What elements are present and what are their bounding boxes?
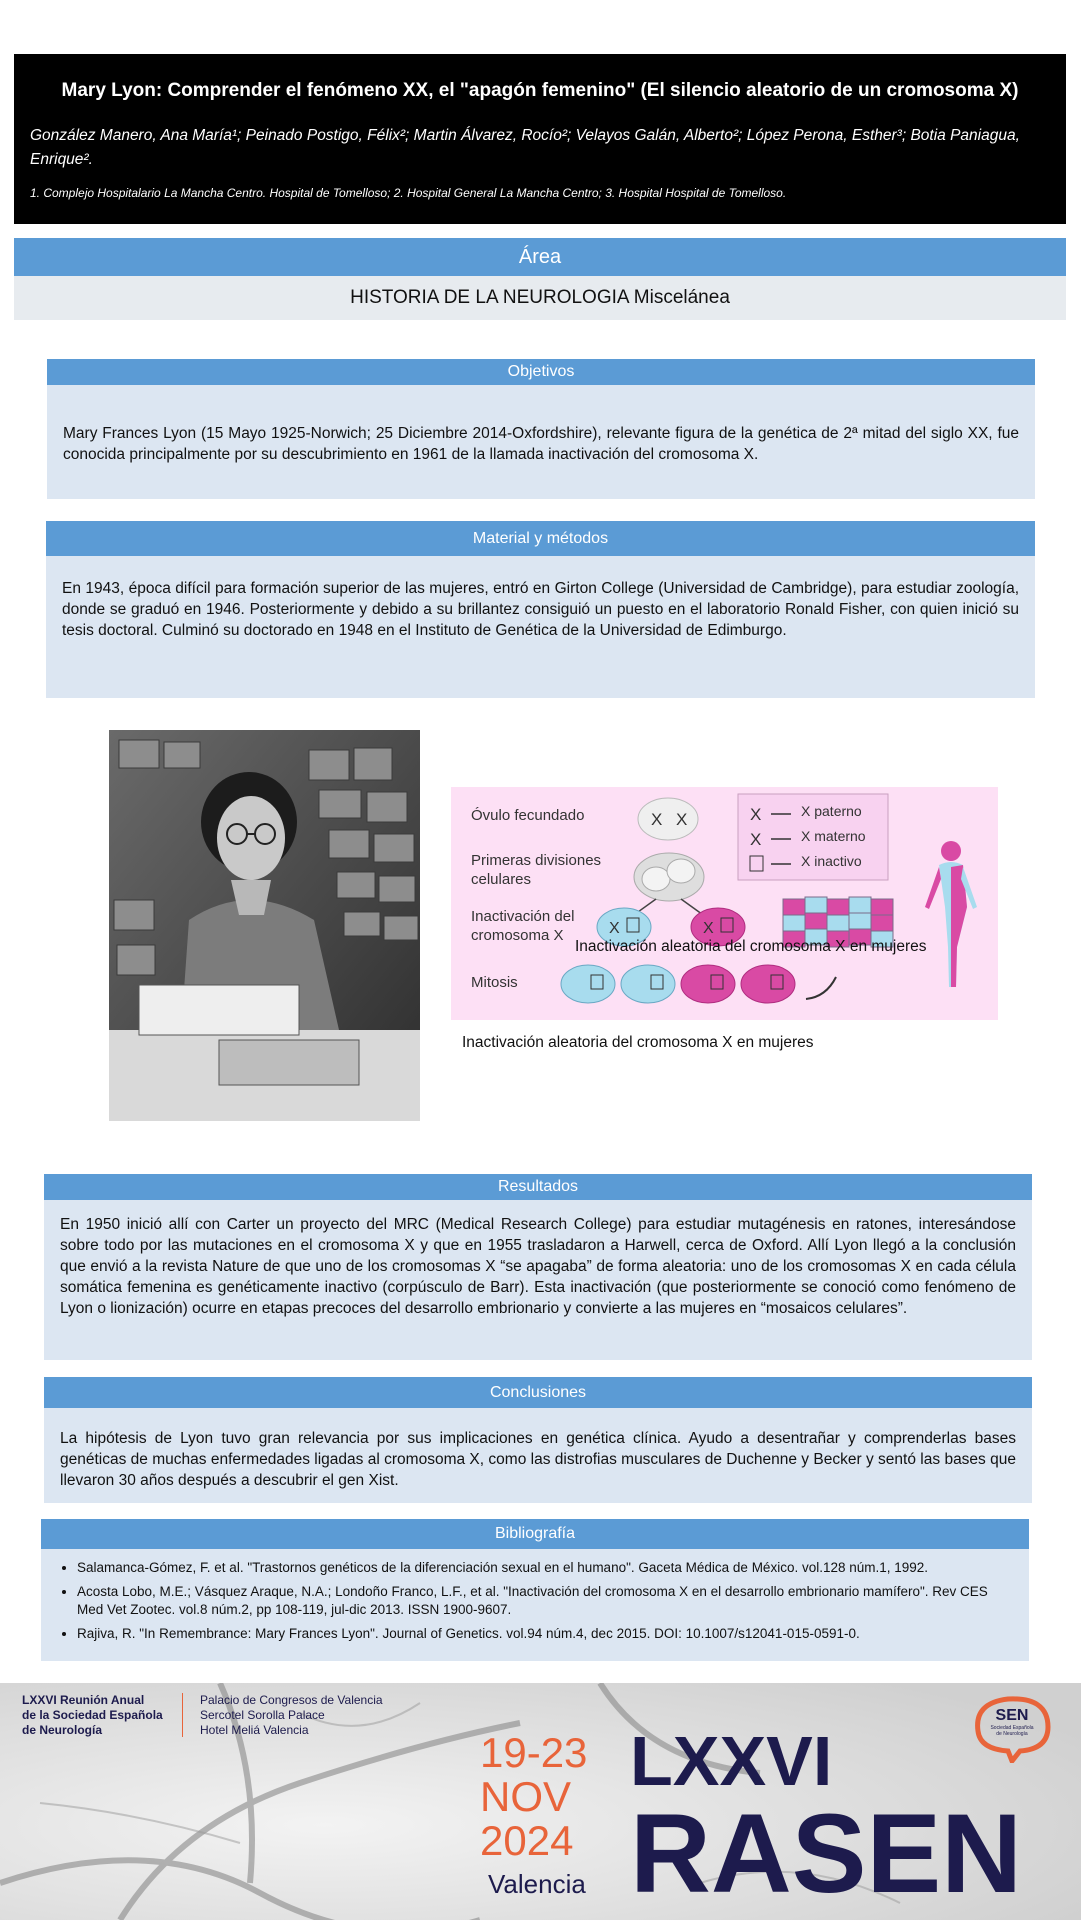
year: 2024 — [480, 1817, 574, 1864]
authors-list: González Manero, Ana María¹; Peinado Postigo, Félix²; Martin Álvarez, Rocío²; Velayos Galán, Alberto²; López Perona, Esther³; Botia Paniagua, Enrique². — [30, 127, 1020, 168]
mary-lyon-photo — [109, 730, 420, 1121]
resultados-text: En 1950 inició allí con Carter un proyecto del MRC (Medical Research College) para estudiar mutagénesis en ratones, interesándose sobre todo por las mutaciones en el cromosoma X y que en 1955 trasladaron a Harwell, cerca de Oxford. Allí Lyon llegó a la conclusión que envió a la revista Nature de que uno de los cromosomas X “se apagaba” de forma aleatoria: uno de los cromosomas X en cada célula somática femenina es genéticamente inactivo (corpúsculo de Barr). Esta inactivación (que posteriormente se conoció como fenómeno de Lyon o lionización) ocurre en etapas precoces del desarrollo embrionario y convierte a las mujeres en “mosaicos celulares”. — [60, 1216, 1016, 1317]
area-value: HISTORIA DE LA NEUROLOGIA Miscelánea — [14, 276, 1066, 320]
legend-materno: X materno — [801, 828, 866, 844]
legend-inactivo: X inactivo — [801, 853, 862, 869]
material-header: Material y métodos — [46, 521, 1035, 556]
objetivos-text: Mary Frances Lyon (15 Mayo 1925-Norwich; 25 Diciembre 2014-Oxfordshire), relevante figura de la genética de 2ª mitad del siglo XX, fue conocida principalmente por su descubrimiento en 1961 de la llamada inactivación del cromosoma X. — [63, 425, 1019, 463]
diagram-caption: Inactivación aleatoria del cromosoma X en mujeres — [462, 1034, 814, 1051]
event-edition: LXXVI — [630, 1722, 833, 1800]
legend-paterno: X paterno — [801, 803, 862, 819]
org-line: LXXVI Reunión Anual — [22, 1693, 145, 1707]
row-label-inactivacion: Inactivación del — [471, 908, 575, 925]
bibliografia-body — [41, 1549, 1029, 1661]
dates: 19-23 — [480, 1729, 588, 1776]
bib-item: • Acosta Lobo, M.E.; Vásquez Araque, N.A.; Londoño Franco, L.F., et al. "Inactivación del cromosoma X en el desarrollo embrionario mamífero". Rev CES Med Vet Zootec. vol.8 núm.2, pp 108-119, jul-dic 2013. ISSN 1900-9607. — [77, 1583, 1015, 1619]
svg-text:X: X — [750, 830, 762, 849]
row-label-mitosis: Mitosis — [471, 974, 518, 991]
area-header: Área — [14, 238, 1066, 276]
material-text: En 1943, época difícil para formación superior de las mujeres, entró en Girton College (Universidad de Cambridge), para estudiar zoología, donde se graduó en 1946. Posteriormente y debido a su brillantez consiguió un puesto en el laboratorio Ronald Fisher, con quien inició su tesis doctoral. Culminó su doctorado en 1948 en el Instituto de Genética de la Universidad de Edimburgo. — [62, 580, 1019, 639]
resultados-header: Resultados — [44, 1174, 1032, 1200]
woman-silhouette — [925, 841, 977, 987]
resultados-body — [44, 1200, 1032, 1360]
row-label-ovulo: Óvulo fecundado — [471, 807, 585, 824]
row-label-divisiones: Primeras divisiones — [471, 852, 602, 869]
material-body — [46, 556, 1035, 698]
objetivos-header: Objetivos — [47, 359, 1035, 385]
svg-text:X: X — [703, 920, 714, 937]
org-line: de Neurología — [22, 1723, 103, 1737]
conclusiones-header: Conclusiones — [44, 1377, 1032, 1408]
sen-logo — [968, 1691, 1056, 1763]
diagram-overlay-caption: Inactivación aleatoria del cromosoma X en mujeres — [575, 938, 927, 955]
svg-text:X: X — [609, 920, 620, 937]
logo-subtext — [968, 1725, 1056, 1737]
poster-title: Mary Lyon: Comprender el fenómeno XX, el "apagón femenino" (El silencio aleatorio de un cromosoma X) — [61, 80, 1019, 101]
event-name: RASEN — [630, 1791, 1023, 1916]
affiliations: 1. Complejo Hospitalario La Mancha Centro. Hospital de Tomelloso; 2. Hospital General La Mancha Centro; 3. Hospital Hospital de Tomelloso. — [30, 186, 787, 200]
row-label-celulares: celulares — [471, 871, 532, 888]
org-line: de la Sociedad Española — [22, 1708, 163, 1722]
logo-sub-line: Sociedad Española — [990, 1725, 1034, 1731]
venue-line: Sercotel Sorolla Palace — [200, 1708, 325, 1722]
bibliografia-header: Bibliografía — [41, 1519, 1029, 1549]
month: NOV — [480, 1773, 572, 1820]
divider — [182, 1693, 183, 1737]
svg-text:X: X — [750, 805, 762, 824]
row-label-cromosoma: cromosoma X — [471, 927, 564, 944]
venue-line: Palacio de Congresos de Valencia — [200, 1693, 383, 1707]
event-city: Valencia — [488, 1869, 586, 1899]
svg-text:X: X — [651, 810, 663, 829]
poster-header — [14, 54, 1066, 224]
conclusiones-body — [44, 1408, 1032, 1503]
svg-text:X: X — [676, 810, 688, 829]
objetivos-body — [47, 385, 1035, 499]
venue-line: Hotel Meliá Valencia — [200, 1723, 309, 1737]
org-name — [22, 1693, 163, 1738]
congress-banner — [0, 1683, 1081, 1920]
conclusiones-text: La hipótesis de Lyon tuvo gran relevancia por sus implicaciones en genética clínica. Ayudo a desentrañar y comprenderlas bases genéticas de muchas enfermedades ligadas al cromosoma X, como las distrofias musculares de Duchenne y Becker y sentó las bases que llevaron 30 años después a descubrir el gen Xist. — [60, 1430, 1016, 1489]
mitosis-cells — [561, 965, 795, 1003]
venue — [200, 1693, 383, 1738]
event-dates — [480, 1731, 587, 1863]
bibliografia-list — [41, 1549, 1029, 1643]
bib-item: • Salamanca-Gómez, F. et al. "Trastornos genéticos de la diferenciación sexual en el humano". Gaceta Médica de México. vol.128 núm.1, 1992. — [77, 1559, 1015, 1577]
zygote-cell — [638, 798, 698, 840]
logo-text: SEN — [995, 1707, 1029, 1724]
bib-item: • Rajiva, R. "In Remembrance: Mary Frances Lyon". Journal of Genetics. vol.94 núm.4, dec 2015. DOI: 10.1007/s12041-015-0591-0. — [77, 1625, 1015, 1643]
x-inactivation-diagram — [451, 787, 998, 1020]
logo-sub-line: de Neurología — [996, 1731, 1028, 1737]
